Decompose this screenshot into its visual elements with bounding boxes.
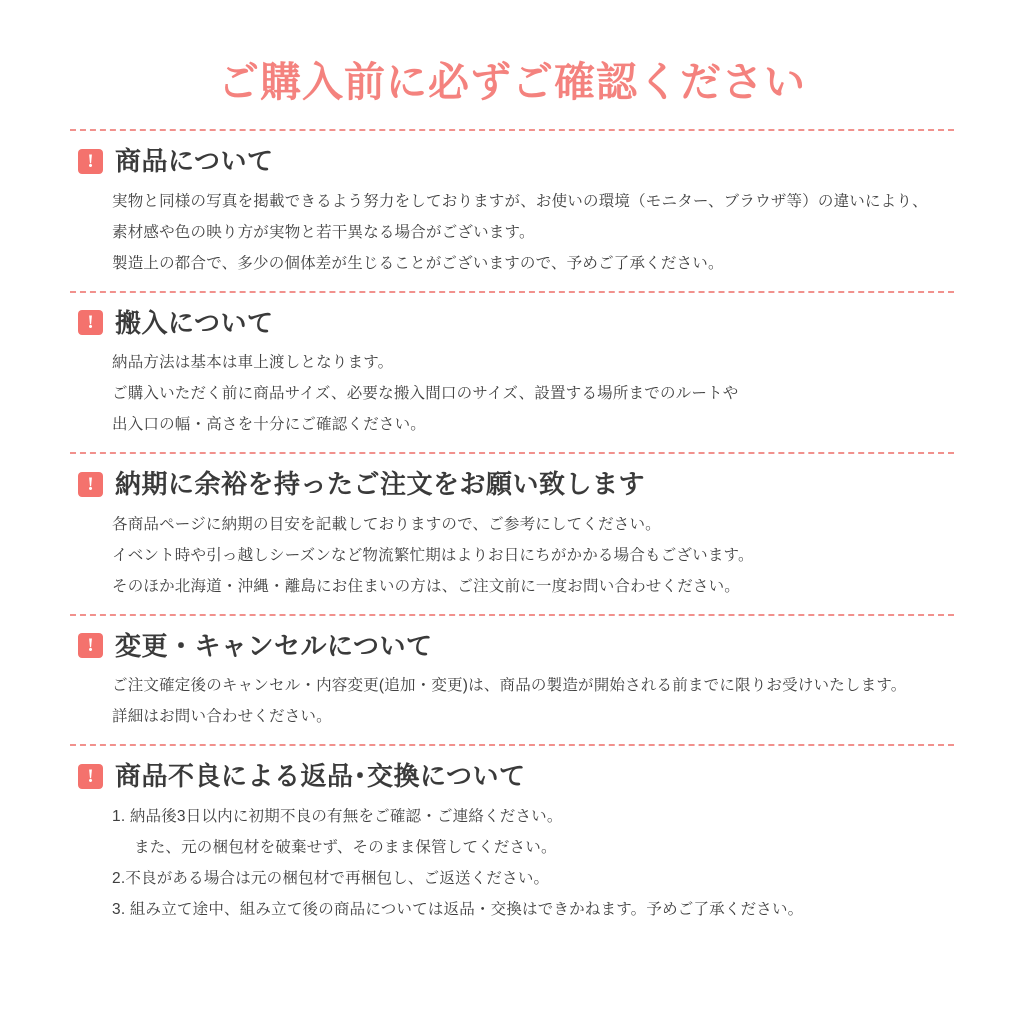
section-title: 商品不良による返品･交換について: [115, 761, 526, 792]
exclamation-icon: !: [78, 149, 103, 174]
notice-section: [70, 746, 954, 937]
exclamation-icon: !: [78, 764, 103, 789]
section-line: 素材感や色の映り方が実物と若干異なる場合がございます。: [112, 223, 535, 241]
section-line: 1. 納品後3日以内に初期不良の有無をご確認・ご連絡ください。: [112, 807, 563, 825]
section-header: [78, 307, 954, 340]
section-line: イベント時や引っ越しシーズンなど物流繁忙期はよりお日にちがかかる場合もございます。: [112, 546, 754, 564]
section-body: [112, 509, 954, 602]
notice-section: [70, 616, 954, 745]
section-line: ご注文確定後のキャンセル・内容変更(追加・変更)は、商品の製造が開始される前までに限りお受けいたします。: [112, 677, 907, 695]
section-line: 実物と同様の写真を掲載できるよう努力をしておりますが、お使いの環境（モニター、ブラウザ等）の違いにより、: [112, 192, 928, 210]
section-header: [78, 760, 954, 793]
section-line: 3. 組み立て途中、組み立て後の商品については返品・交換はできかねます。予めご了承ください。: [112, 900, 804, 918]
section-header: [78, 145, 954, 178]
section-title: 商品について: [115, 146, 274, 177]
exclamation-icon: !: [78, 310, 103, 335]
section-header: [78, 630, 954, 663]
section-line: 製造上の都合で、多少の個体差が生じることがございますので、予めご了承ください。: [112, 254, 724, 272]
exclamation-icon: !: [78, 633, 103, 658]
section-header: [78, 468, 954, 501]
section-line: ご購入いただく前に商品サイズ、必要な搬入間口のサイズ、設置する場所までのルートや: [112, 385, 739, 403]
section-line: 出入口の幅・高さを十分にご確認ください。: [112, 416, 427, 434]
page-title: ご購入前に必ずご確認ください: [218, 59, 806, 105]
section-body: [112, 347, 954, 440]
sections-container: [70, 129, 954, 937]
section-title: 変更・キャンセルについて: [115, 630, 433, 661]
section-line: 詳細はお問い合わせください。: [112, 708, 332, 726]
section-line: 各商品ページに納期の目安を記載しておりますので、ご参考にしてください。: [112, 515, 661, 533]
section-body: [112, 801, 954, 925]
section-title: 搬入について: [115, 307, 274, 338]
section-line: また、元の梱包材を破棄せず、そのまま保管してください。: [134, 838, 557, 856]
section-line: 2.不良がある場合は元の梱包材で再梱包し、ご返送ください。: [112, 869, 550, 887]
section-body: [112, 670, 954, 732]
exclamation-icon: !: [78, 472, 103, 497]
notice-section: [70, 131, 954, 291]
section-title: 納期に余裕を持ったご注文をお願い致します: [115, 469, 646, 500]
section-body: [112, 186, 954, 279]
section-line: 納品方法は基本は車上渡しとなります。: [112, 354, 394, 372]
notice-section: [70, 454, 954, 614]
notice-section: [70, 293, 954, 453]
section-line: そのほか北海道・沖縄・離島にお住まいの方は、ご注文前に一度お問い合わせください。: [112, 577, 741, 595]
